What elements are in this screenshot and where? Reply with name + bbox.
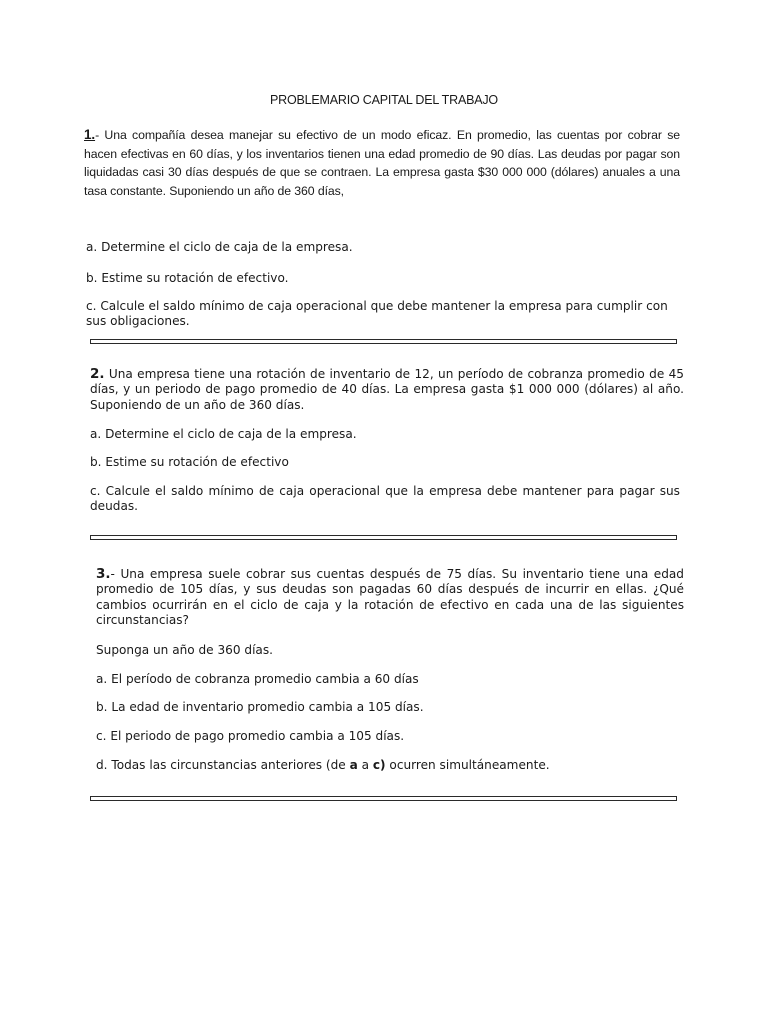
problem-2-statement [90,367,684,413]
problem-3-item-d-c: c) [372,758,386,772]
problem-3-item-d-post: ocurren simultáneamente. [385,758,550,772]
problem-3-intro: - Una empresa suele cobrar sus cuentas después de 75 días. Su inventario tiene una edad promedio de 105 días, y sus deudas son pagadas 60 días después de incurrir en ellas. ¿Qué cambios ocurrirán en el ciclo de caja y la rotación de efectivo en cada una de las siguientes circunstancias? [96,567,684,628]
problem-1-item-c-line-2: sus obligaciones. [86,314,190,328]
problem-2-item-a: a. Determine el ciclo de caja de la empresa. [90,427,357,441]
problem-1-number: 1. [84,127,96,142]
problem-3-number: 3. [96,566,111,582]
problem-1-item-b: b. Estime su rotación de efectivo. [86,271,289,285]
problem-3-statement [96,567,684,629]
problem-3-item-d-a: a [349,758,358,772]
separator-rule-1 [90,339,677,344]
problem-3-item-d [96,758,550,773]
problem-3-item-d-pre: d. Todas las circunstancias anteriores (de [96,758,350,772]
problem-2-item-b: b. Estime su rotación de efectivo [90,455,289,469]
problem-2-item-c: c. Calcule el saldo mínimo de caja operacional que la empresa debe mantener para pagar sus deudas. [90,484,680,514]
problem-2-number: 2. [90,366,105,382]
document-title: PROBLEMARIO CAPITAL DEL TRABAJO [270,93,498,107]
problem-3-item-b: b. La edad de inventario promedio cambia a 105 días. [96,700,424,714]
problem-1-item-a: a. Determine el ciclo de caja de la empresa. [86,240,353,254]
problem-3-assumption: Suponga un año de 360 días. [96,643,273,657]
problem-1-statement [84,126,680,200]
problem-1-intro: - Una compañía desea manejar su efectivo de un modo eficaz. En promedio, las cuentas por cobrar se hacen efectivas en 60 días, y los inventarios tienen una edad promedio de 90 días. Las deudas por pagar son liquidadas casi 30 días después de que se contraen. La empresa gasta $30 000 000 (dólares) anuales a una tasa constante. Suponiendo un año de 360 días, [84,128,680,198]
problem-3-item-a: a. El período de cobranza promedio cambia a 60 días [96,672,419,686]
problem-1-item-c-line-1: c. Calcule el saldo mínimo de caja operacional que debe mantener la empresa para cumplir con [86,299,668,313]
problem-3-item-c: c. El periodo de pago promedio cambia a 105 días. [96,729,405,743]
separator-rule-3 [90,796,677,801]
problem-2-intro: Una empresa tiene una rotación de inventario de 12, un período de cobranza promedio de 45 días, y un periodo de pago promedio de 40 días. La empresa gasta $1 000 000 (dólares) al año. Suponiendo de un año de 360 días. [90,367,684,412]
problem-3-item-d-mid: a [357,758,373,772]
separator-rule-2 [90,535,677,540]
